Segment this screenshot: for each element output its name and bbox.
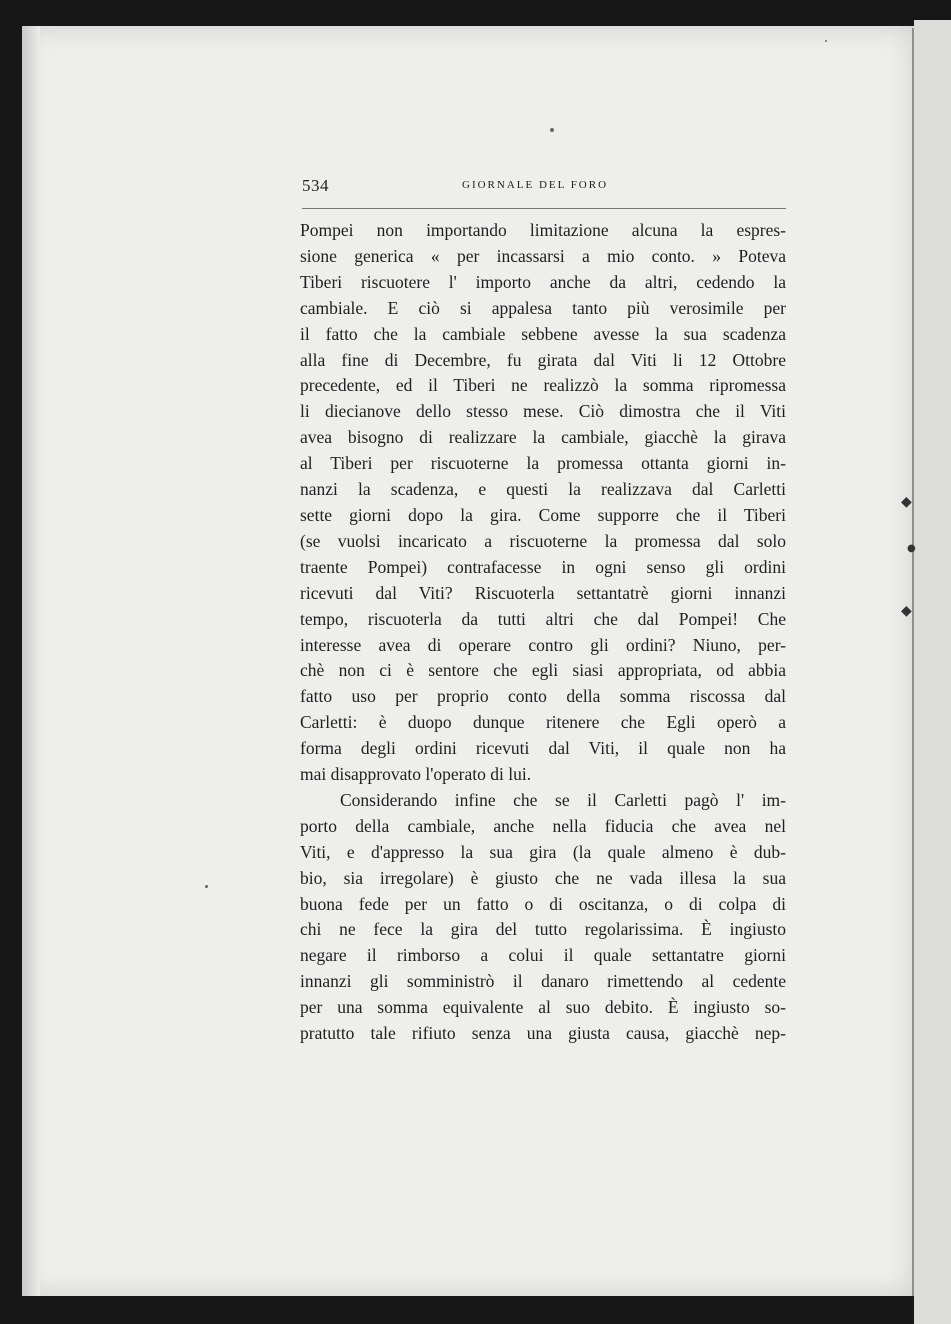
paper-speck <box>550 128 554 132</box>
text-line: nanzi la scadenza, e questi la realizzava dal Carletti <box>300 479 786 500</box>
paragraph-end-line: mai disapprovato l'operato di lui. <box>300 764 532 785</box>
header-rule <box>302 208 786 209</box>
text-line: Tiberi riscuotere l' importo anche da altri, cedendo la <box>300 271 786 292</box>
text-line: cambiale. E ciò si appalesa tanto più verosimile per <box>300 297 786 318</box>
running-title: GIORNALE DEL FORO <box>462 179 609 191</box>
margin-dot-icon: ● <box>907 543 916 554</box>
text-line: avea bisogno di realizzare la cambiale, giacchè la girava <box>300 427 786 448</box>
text-line: precedente, ed il Tiberi ne realizzò la somma ripromessa <box>300 375 786 396</box>
text-line: bio, sia irregolare) è giusto che ne vada illesa la sua <box>300 867 786 888</box>
paragraph-start-line: Considerando infine che se il Carletti pagò l' im- <box>340 789 786 810</box>
paper-speck <box>825 40 827 42</box>
text-line: sette giorni dopo la gira. Come supporre che il Tiberi <box>300 504 786 525</box>
text-line: per una somma equivalente al suo debito. È ingiusto so- <box>300 997 786 1018</box>
text-line: chi ne fece la gira del tutto regolarissima. È ingiusto <box>300 919 786 940</box>
text-line: Carletti: è duopo dunque ritenere che Egli operò a <box>300 712 786 733</box>
text-line: li diecianove dello stesso mese. Ciò dimostra che il Viti <box>300 401 786 422</box>
text-line: fatto uso per proprio conto della somma riscossa dal <box>300 686 786 707</box>
text-line: interesse avea di operare contro gli ordini? Niuno, per- <box>300 634 786 655</box>
paper-speck <box>205 885 208 888</box>
page-header <box>302 176 786 200</box>
text-line: tempo, riscuoterla da tutti altri che dal Pompei! Che <box>300 608 786 629</box>
text-line: (se vuolsi incaricato a riscuoterne la promessa dal solo <box>300 530 786 551</box>
text-line: Viti, e d'appresso la sua gira (la quale almeno è dub- <box>300 841 786 862</box>
text-line: il fatto che la cambiale sebbene avesse la sua scadenza <box>300 323 786 344</box>
text-line: ricevuti dal Viti? Riscuoterla settantatrè giorni innanzi <box>300 582 786 603</box>
text-line: negare il rimborso a colui il quale settantatre giorni <box>300 945 786 966</box>
page-number: 534 <box>302 176 329 195</box>
text-line: Pompei non importando limitazione alcuna la espres- <box>300 220 786 240</box>
margin-arrow-icon: ◆ <box>901 494 912 510</box>
adjacent-page-edge <box>914 20 951 1324</box>
text-line: forma degli ordini ricevuti dal Viti, il quale non ha <box>300 738 786 759</box>
text-line: al Tiberi per riscuoterne la promessa ottanta giorni in- <box>300 453 786 474</box>
text-line: chè non ci è sentore che egli siasi appropriata, od abbia <box>300 660 786 681</box>
text-line: pratutto tale rifiuto senza una giusta causa, giacchè nep- <box>300 1023 786 1044</box>
text-line: traente Pompei) contrafacesse in ogni senso gli ordini <box>300 556 786 577</box>
text-line: innanzi gli somministrò il danaro rimettendo al cedente <box>300 971 786 992</box>
text-line: porto della cambiale, anche nella fiducia che avea nel <box>300 815 786 836</box>
page-gutter-shadow <box>22 26 40 1296</box>
text-line: buona fede per un fatto o di oscitanza, o di colpa di <box>300 893 786 914</box>
text-line: sione generica « per incassarsi a mio conto. » Poteva <box>300 245 786 266</box>
page-edge-line <box>912 28 914 1296</box>
margin-arrow-icon: ◆ <box>901 603 912 619</box>
text-line: alla fine di Decembre, fu girata dal Viti li 12 Ottobre <box>300 349 786 370</box>
body-text <box>300 218 786 1047</box>
